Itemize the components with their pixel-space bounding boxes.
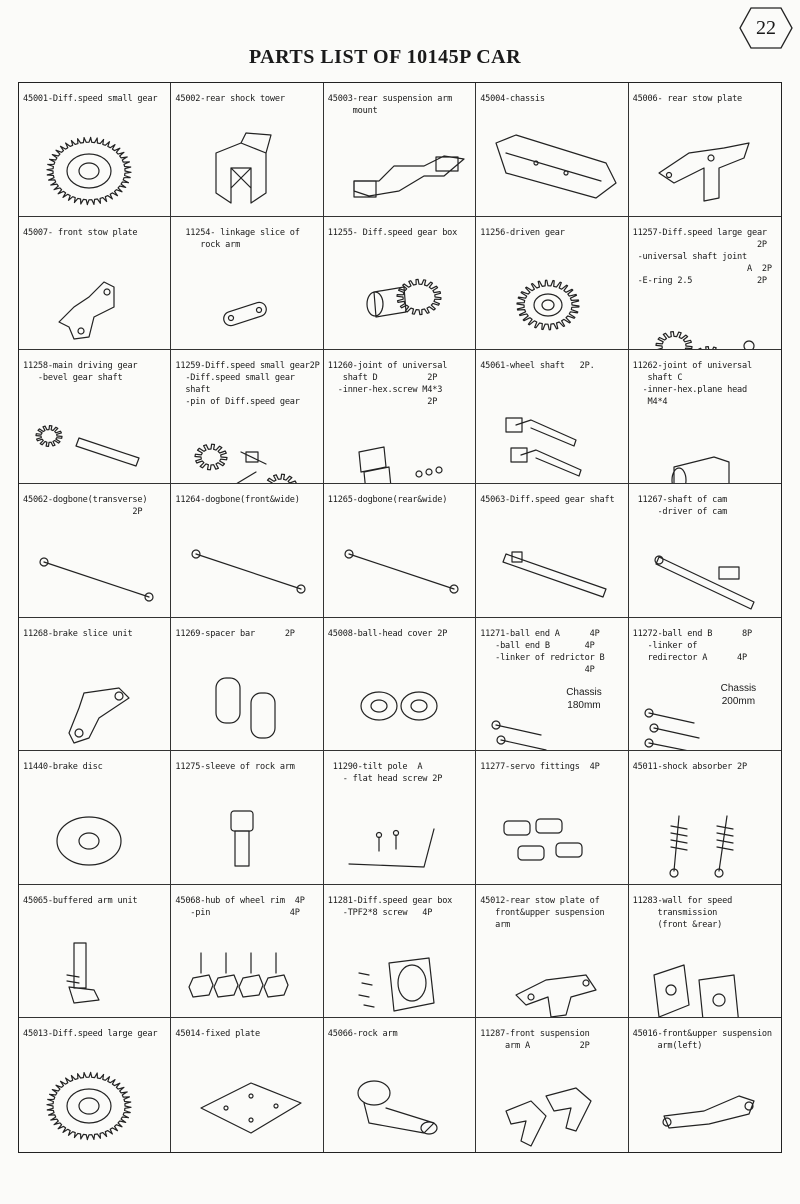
part-label: 45063-Diff.speed gear shaft bbox=[480, 494, 615, 505]
part-cell bbox=[171, 751, 323, 885]
cam-shaft-icon bbox=[629, 522, 781, 618]
dogbone-icon bbox=[171, 514, 323, 614]
part-label: 45011-shock absorber 2P bbox=[632, 762, 747, 773]
part-cell bbox=[476, 217, 628, 351]
part-cell bbox=[19, 1018, 171, 1152]
part-cell bbox=[19, 885, 171, 1019]
gear-set-icon bbox=[629, 291, 781, 351]
universal-joint-icon bbox=[324, 412, 476, 484]
part-label: 45003-rear suspension arm mount bbox=[327, 94, 453, 116]
part-label: 11258-main driving gear -bevel gear shaft bbox=[23, 361, 138, 384]
small-gears-icon bbox=[171, 412, 323, 484]
part-label: 11275-sleeve of rock arm bbox=[175, 762, 295, 773]
part-cell bbox=[171, 618, 323, 752]
part-cell bbox=[629, 885, 781, 1019]
servo-fittings-icon bbox=[476, 781, 628, 881]
gear-wheel-icon bbox=[19, 113, 171, 213]
part-cell bbox=[19, 618, 171, 752]
linkage-slice-icon bbox=[171, 255, 323, 351]
dogbone-icon bbox=[324, 514, 476, 614]
part-label: 11287-front suspension arm A 2P bbox=[480, 1029, 590, 1052]
part-cell bbox=[324, 885, 476, 1019]
page-number-badge bbox=[738, 6, 794, 50]
part-cell bbox=[171, 885, 323, 1019]
fixed-plate-icon bbox=[171, 1048, 323, 1148]
part-label: 45065-buffered arm unit bbox=[23, 895, 138, 906]
joint-c-icon bbox=[629, 412, 781, 484]
part-label: 45008-ball-head cover 2P bbox=[327, 628, 448, 639]
part-cell bbox=[19, 484, 171, 618]
part-label: 45068-hub of wheel rim 4P -pin 4P bbox=[175, 895, 305, 918]
spacer-bar-icon bbox=[171, 648, 323, 748]
part-label: 11290-tilt pole A - flat head screw 2P bbox=[332, 762, 443, 785]
part-label: 45007- front stow plate bbox=[23, 227, 138, 238]
part-label: 11264-dogbone(front&wide) bbox=[175, 494, 300, 505]
part-cell bbox=[324, 751, 476, 885]
part-cell bbox=[324, 484, 476, 618]
part-cell bbox=[324, 350, 476, 484]
part-cell bbox=[324, 618, 476, 752]
part-label: 11255- Diff.speed gear box bbox=[327, 227, 458, 238]
part-label: 11269-spacer bar 2P bbox=[175, 628, 295, 639]
part-label: 45061-wheel shaft 2P. bbox=[480, 361, 595, 372]
part-label: 11277-servo fittings 4P bbox=[480, 762, 600, 773]
rock-arm-icon bbox=[324, 1048, 476, 1148]
part-label: 45004-chassis bbox=[480, 94, 545, 104]
transmission-wall-icon bbox=[629, 935, 781, 1019]
part-label: 11440-brake disc bbox=[23, 762, 103, 773]
part-label: 11267-shaft of cam -driver of cam bbox=[637, 494, 728, 517]
part-cell bbox=[324, 1018, 476, 1152]
part-label: 11271-ball end A 4P -ball end B 4P -linker of redrictor B 4P bbox=[480, 628, 605, 675]
part-cell bbox=[19, 83, 171, 217]
part-label: 11259-Diff.speed small gear2P -Diff.speed small gear shaft -pin of Diff.speed gear bbox=[175, 361, 320, 408]
part-label: 11257-Diff.speed large gear 2P -universal shaft joint A 2P -E-ring 2.5 2P bbox=[632, 227, 772, 286]
gear-shaft-icon bbox=[476, 514, 628, 614]
part-label: 11283-wall for speed transmission (front &rear) bbox=[632, 895, 733, 930]
shock-absorber-icon bbox=[629, 781, 781, 881]
part-cell bbox=[171, 1018, 323, 1152]
part-label: 11268-brake slice unit bbox=[23, 628, 133, 639]
part-label: 45016-front&upper suspension arm(left) bbox=[632, 1029, 772, 1052]
pinion-shaft-icon bbox=[19, 388, 171, 484]
part-cell bbox=[629, 484, 781, 618]
part-cell bbox=[19, 350, 171, 484]
bevel-gear-icon bbox=[476, 247, 628, 347]
rear-plate-icon bbox=[629, 113, 781, 213]
page-number: 22 bbox=[756, 17, 776, 39]
part-cell bbox=[629, 618, 781, 752]
part-cell bbox=[19, 217, 171, 351]
part-cell bbox=[629, 83, 781, 217]
part-cell bbox=[629, 751, 781, 885]
page-title: PARTS LIST OF 10145P CAR bbox=[248, 46, 522, 68]
wheel-shaft-icon bbox=[476, 380, 628, 480]
part-label: 11272-ball end B 8P -linker of redirector A 4P bbox=[632, 628, 752, 663]
chassis-180-note: Chassis 180mm bbox=[566, 686, 602, 711]
part-label: 45002-rear shock tower bbox=[175, 94, 285, 104]
part-cell bbox=[476, 751, 628, 885]
suspension-arm-icon bbox=[476, 1056, 628, 1152]
brake-slice-icon bbox=[19, 648, 171, 748]
part-cell bbox=[629, 350, 781, 484]
shock-tower-icon bbox=[171, 113, 323, 213]
sleeve-icon bbox=[171, 781, 323, 881]
part-label: 45001-Diff.speed small gear bbox=[23, 94, 158, 104]
part-cell bbox=[476, 83, 628, 217]
part-cell bbox=[476, 885, 628, 1019]
dogbone-icon bbox=[19, 522, 171, 618]
upper-arm-icon bbox=[629, 1056, 781, 1152]
part-label: 11260-joint of universal shaft D 2P -inner-hex.screw M4*3 2P bbox=[327, 361, 448, 408]
part-cell bbox=[629, 1018, 781, 1152]
buffered-arm-icon bbox=[19, 915, 171, 1015]
part-cell bbox=[171, 350, 323, 484]
part-label: 45062-dogbone(transverse) 2P bbox=[23, 494, 148, 517]
part-label: 11265-dogbone(rear&wide) bbox=[327, 494, 448, 505]
chassis-200-note: Chassis 200mm bbox=[720, 682, 757, 707]
part-cell bbox=[629, 217, 781, 351]
part-label: 45012-rear stow plate of front&upper suspension arm bbox=[480, 895, 605, 930]
part-label: 45006- rear stow plate bbox=[632, 94, 743, 104]
part-cell bbox=[171, 217, 323, 351]
part-cell bbox=[476, 1018, 628, 1152]
chassis-plate-icon bbox=[476, 113, 628, 213]
part-label: 45014-fixed plate bbox=[175, 1029, 260, 1040]
gear-box-icon bbox=[324, 247, 476, 347]
brake-disc-icon bbox=[19, 781, 171, 881]
ball-end-linkers-icon bbox=[476, 680, 628, 752]
part-label: 45013-Diff.speed large gear bbox=[23, 1029, 158, 1040]
part-label: 11281-Diff.speed gear box -TPF2*8 screw 4P bbox=[327, 895, 453, 918]
tilt-pole-icon bbox=[324, 789, 476, 885]
parts-grid bbox=[18, 82, 782, 1153]
ball-head-cover-icon bbox=[324, 648, 476, 748]
part-cell bbox=[476, 350, 628, 484]
part-label: 11262-joint of universal shaft C -inner-hex.plane head M4*4 bbox=[632, 361, 752, 408]
part-label: 11256-driven gear bbox=[480, 227, 565, 238]
ball-end-linkers-icon bbox=[629, 668, 781, 752]
part-cell bbox=[324, 83, 476, 217]
part-cell bbox=[476, 484, 628, 618]
wheel-hub-icon bbox=[171, 923, 323, 1019]
part-label: 11254- linkage slice of rock arm bbox=[185, 227, 300, 250]
gear-wheel-icon bbox=[19, 1048, 171, 1148]
gear-box-screws-icon bbox=[324, 923, 476, 1019]
part-cell bbox=[476, 618, 628, 752]
suspension-plate-icon bbox=[476, 935, 628, 1019]
part-cell bbox=[19, 751, 171, 885]
part-cell bbox=[324, 217, 476, 351]
front-plate-icon bbox=[19, 247, 171, 347]
part-cell bbox=[171, 484, 323, 618]
arm-mount-icon bbox=[324, 121, 476, 217]
part-label: 45066-rock arm bbox=[327, 1029, 398, 1040]
part-cell bbox=[171, 83, 323, 217]
